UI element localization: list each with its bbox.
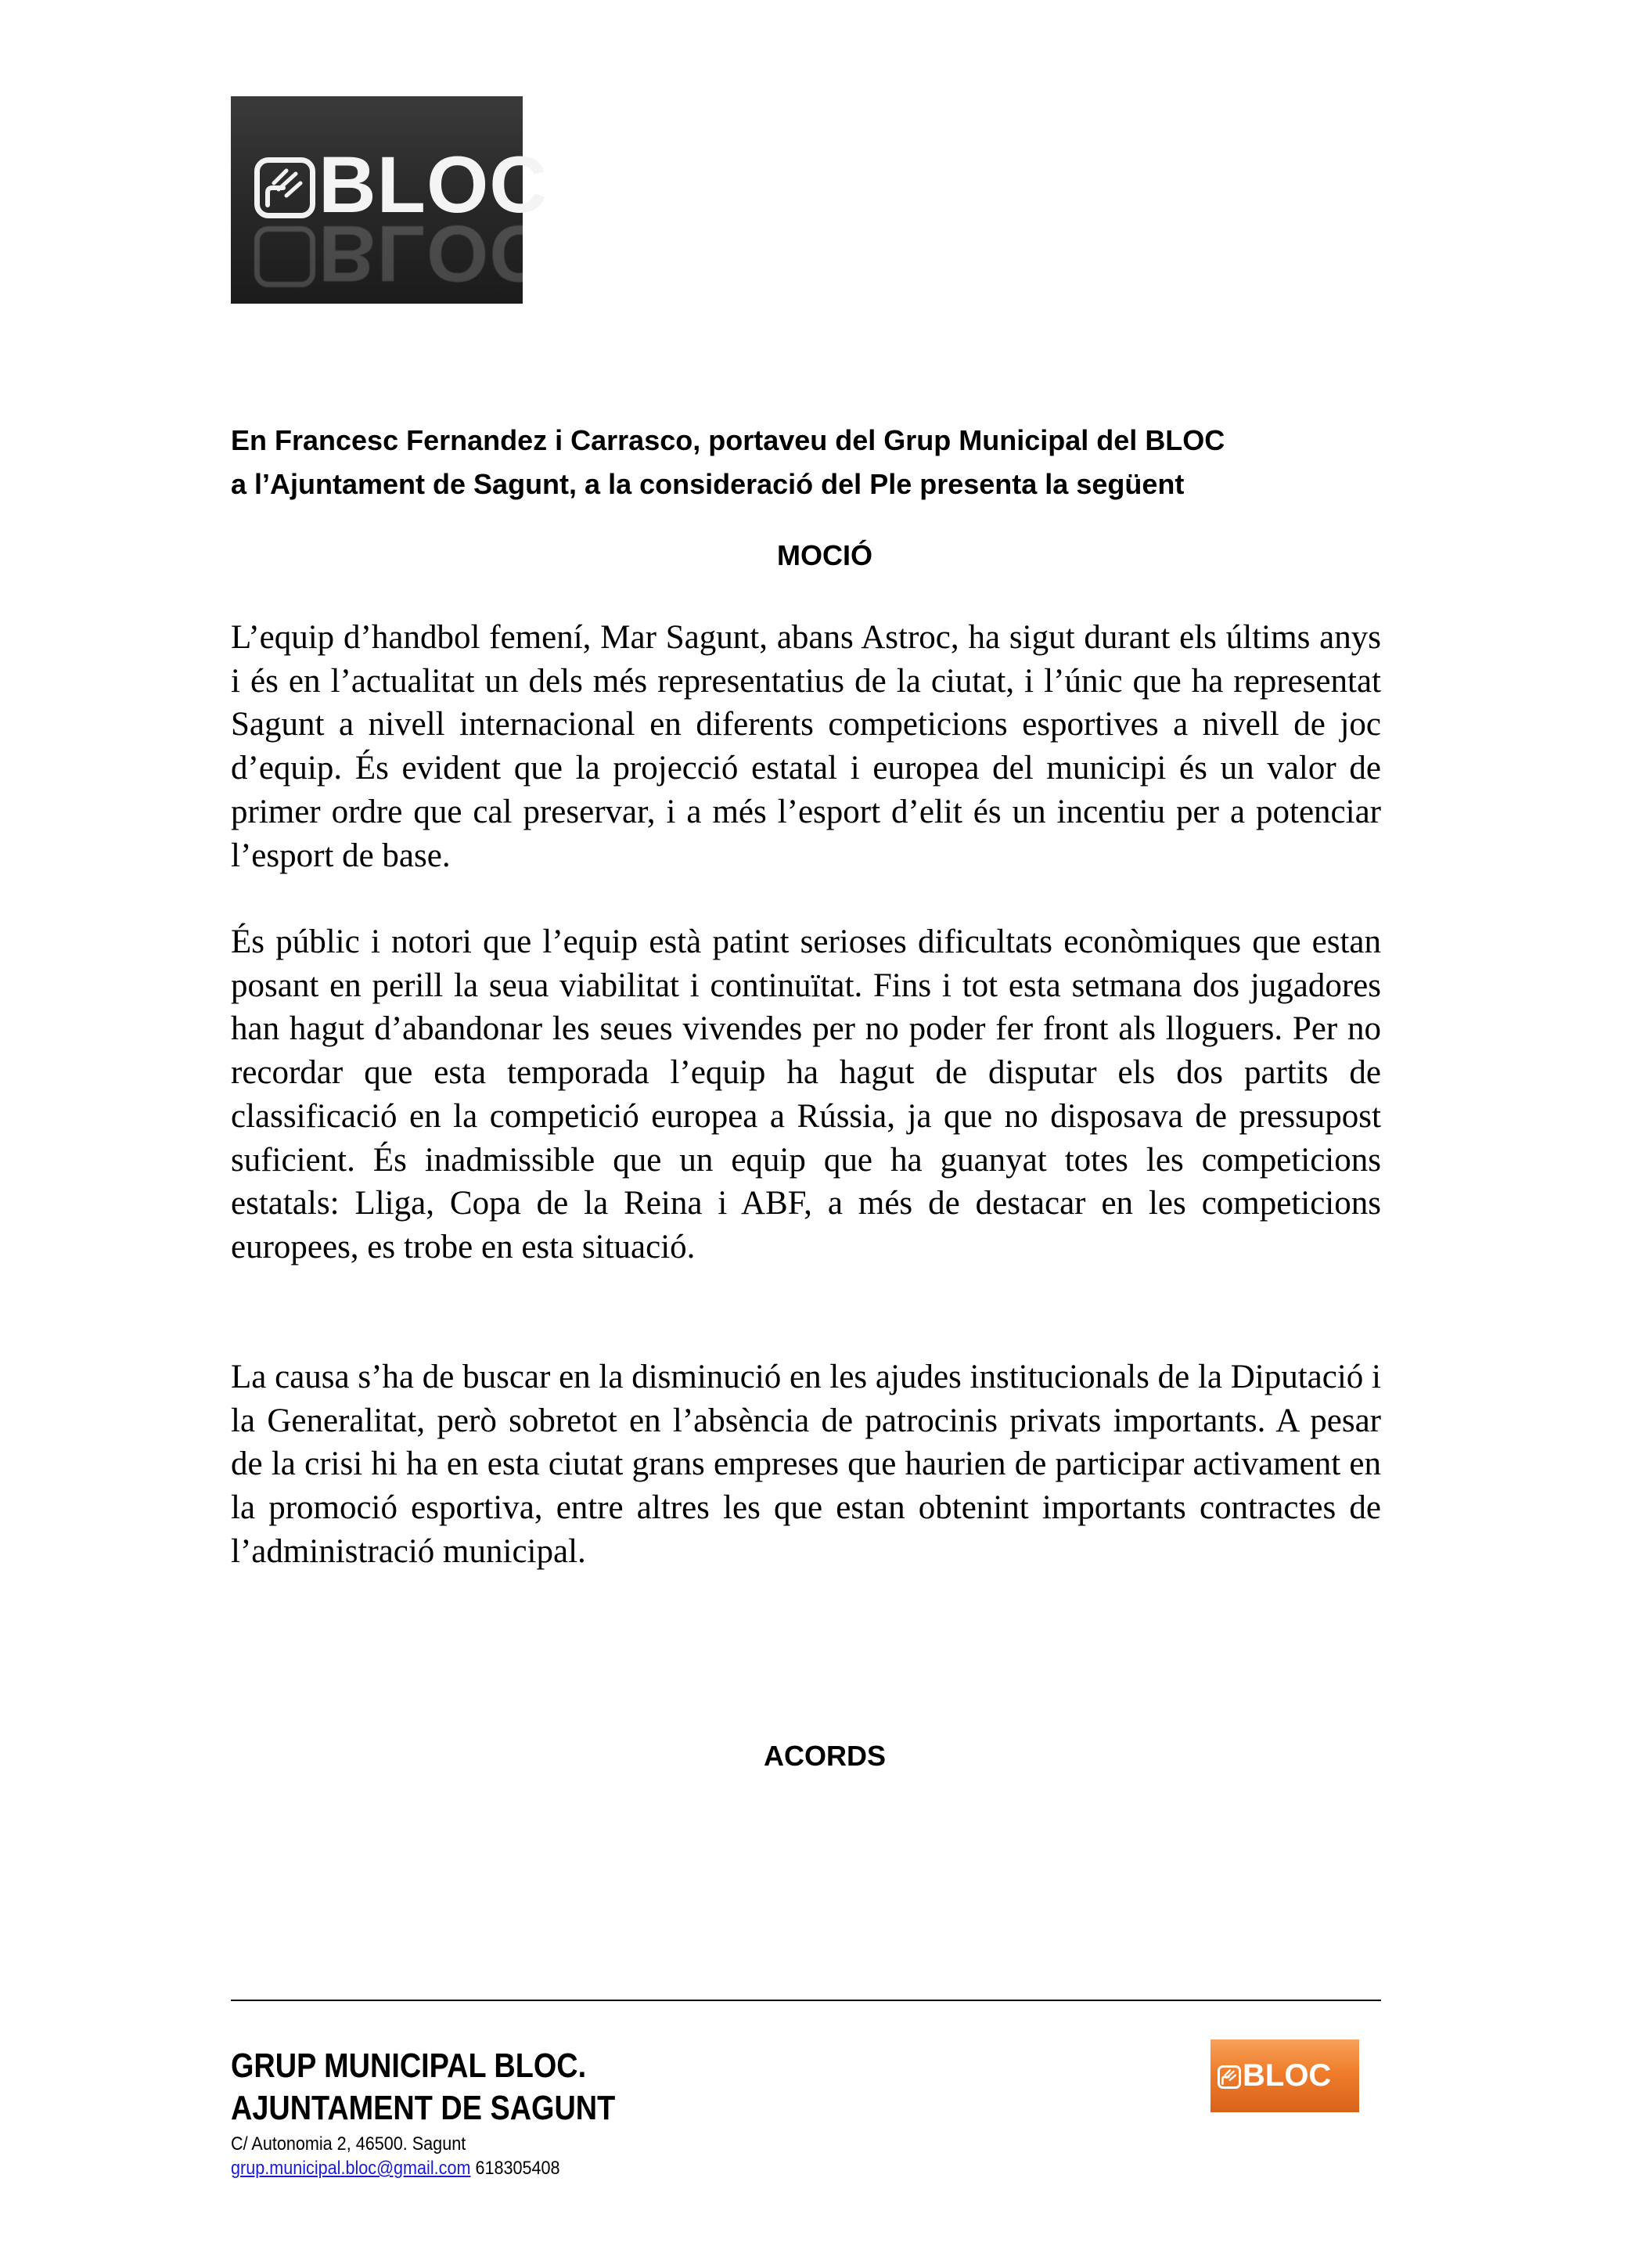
footer-email-link[interactable]: grup.municipal.bloc@gmail.com [231,2158,471,2179]
footer-contact [231,2157,560,2180]
footer-divider [231,2000,1381,2001]
footer-title-line-1: GRUP MUNICIPAL BLOC. [231,2047,587,2085]
motion-intro [231,419,1389,506]
bloc-mark-small-icon [1218,2065,1241,2089]
bloc-wordmark: BLOC [318,140,548,229]
footer-phone: 618305408 [475,2158,560,2179]
body-paragraph-2: És públic i notori que l’equip està patint serioses dificultats econòmiques que estan posant en perill la seua viabilitat i continuïtat. Fins i tot esta setmana dos jugadores han hagut d’abandonar les seues vivendes per no poder fer front als lloguers. Per no recordar que esta temporada l’equip ha hagut de disputar els dos partits de classificació en la competició europea a Rússia, ja que no disposava de pressupost suficient. És inadmissible que un equip que ha guanyat totes les competicions estatals: Lliga, Copa de la Reina i ABF, a més de destacar en les competicions europees, es trobe en esta situació. [231,923,1381,1265]
bloc-mark-icon [254,157,315,218]
bloc-logo-reflection: BLOC [254,214,548,293]
intro-line-1: En Francesc Fernandez i Carrasco, portaveu del Grup Municipal del BLOC [231,424,1225,456]
bloc-logo-header [231,96,548,304]
body-paragraph-1: L’equip d’handbol femení, Mar Sagunt, abans Astroc, ha sigut durant els últims anys i és en l’actualitat un dels més representatius de la ciutat, i l’únic que ha representat Sagunt a nivell internacional en diferents competicions esportives a nivell de joc d’equip. És evident que la projecció estatal i europea del municipi és un valor de primer ordre que cal preservar, i a més l’esport d’elit és un incentiu per a potenciar l’esport de base. [231,619,1381,874]
footer-address: C/ Autonomia 2, 46500. Sagunt [231,2133,466,2155]
bloc-wordmark-small: BLOC [1243,2058,1332,2093]
acords-heading: ACORDS [763,1740,886,1772]
footer-title-line-2: AJUNTAMENT DE SAGUNT [231,2089,616,2127]
intro-line-2: a l’Ajuntament de Sagunt, a la consideració del Ple presenta la següent [231,468,1185,500]
mocio-heading: MOCIÓ [777,539,872,571]
body-paragraph-3: La causa s’ha de buscar en la disminució en les ajudes institucionals de la Diputació i la Generalitat, però sobretot en l’absència de patrocinis privats importants. A pesar de la crisi hi ha en esta ciutat grans empreses que haurien de participar activament en la promoció esportiva, entre altres les que estan obtenint importants contractes de l’administració municipal. [231,1359,1381,1570]
bloc-logo-footer [1211,2039,1359,2112]
